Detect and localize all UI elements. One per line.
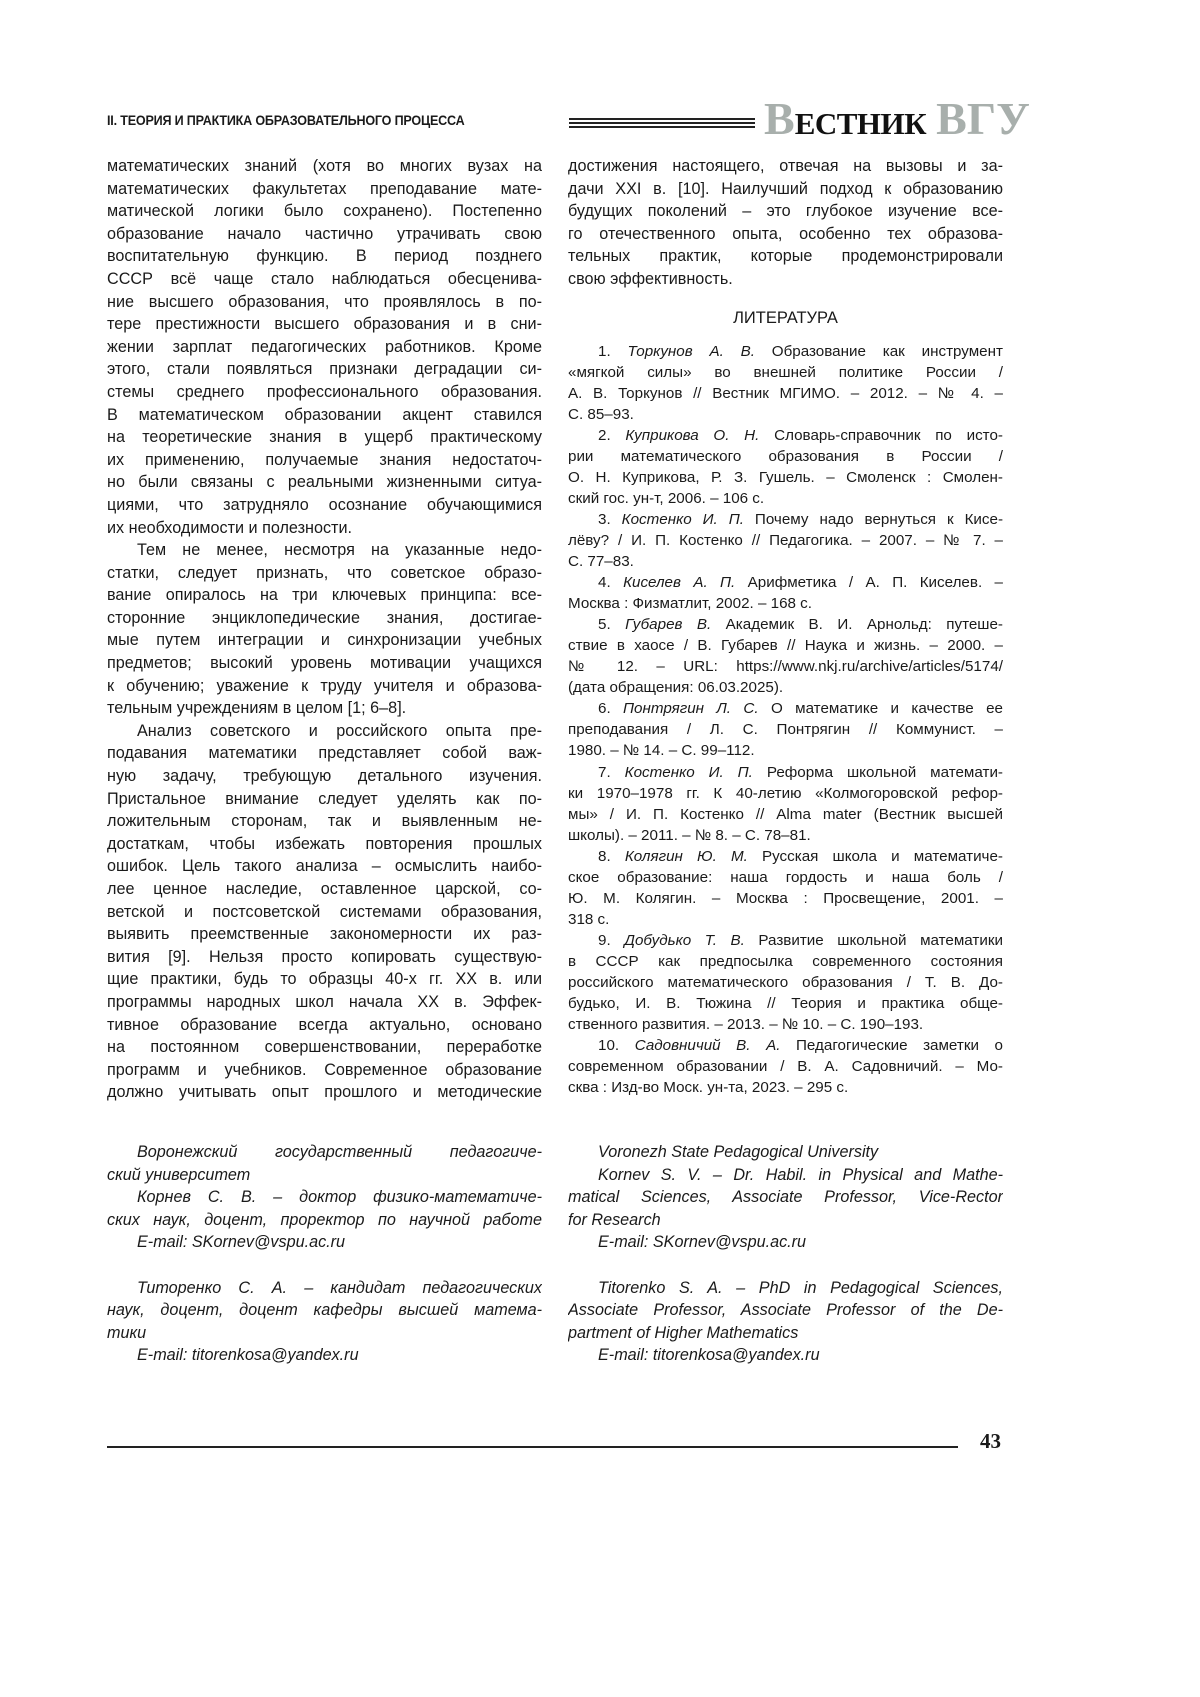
reference-line: ское образование: наша гордость и наша боль / (568, 868, 1003, 886)
reference-line: современном образовании / В. А. Садовничий. – Мо- (568, 1058, 1003, 1076)
text-line: СССР всё чаще стало наблюдаться обесценива- (107, 269, 542, 288)
text-line: ние высшего образования, что проявлялось в по- (107, 292, 542, 311)
text-line: будущих поколений – это глубокое изучение все- (568, 202, 1003, 221)
text-line: Тем не менее, несмотря на указанные недо- (137, 541, 542, 560)
reference-line: 1980. – № 14. – С. 99–112. (568, 742, 755, 760)
text-line: ложительным сторонам, так и выявленным не- (107, 812, 542, 831)
text-line: наук, доцент, доцент кафедры высшей матема- (107, 1301, 542, 1320)
text-line: дачи XXI в. [10]. Наилучший подход к образованию (568, 179, 1003, 198)
reference-line: С. 77–83. (568, 553, 634, 571)
reference-number: 7. (598, 763, 611, 781)
reference-item (568, 698, 1003, 761)
text-line: E-mail: SKornev@vspu.ac.ru (598, 1233, 807, 1252)
text-line: мые путем интеграции и синхронизации учебных (107, 631, 542, 650)
reference-line: мы» / И. П. Костенко // Alma mater (Вестник высшей (568, 805, 1003, 823)
text-line: к обучению; уважение к труду учителя и образова- (107, 676, 542, 695)
reference-item (568, 762, 1003, 846)
reference-line: № 12. – URL: https://www.nkj.ru/archive/articles/5174/ (568, 658, 1003, 676)
footer-rule (107, 1446, 958, 1448)
reference-text: Почему надо вернуться к Кисе- (754, 510, 1003, 528)
text-line: их необходимости и полезности. (107, 518, 352, 537)
reference-number: 4. (598, 574, 611, 592)
text-line: воспитательную функцию. В период позднего (107, 247, 542, 266)
text-line: образование начало частично утрачивать свою (107, 224, 542, 243)
reference-text: Академик В. И. Арнольд: путеше- (725, 616, 1003, 634)
reference-item (568, 614, 1003, 698)
reference-line: преподавания / Л. С. Понтрягин // Коммунист. – (568, 721, 1003, 739)
text-line: вития [9]. Нельзя просто копировать существую- (107, 947, 542, 966)
reference-author: Садовничий В. А. (634, 1037, 781, 1055)
reference-number: 2. (598, 426, 611, 444)
text-line: partment of Higher Mathematics (568, 1323, 799, 1342)
reference-line: будько, И. В. Тюжина // Теория и практика обще- (568, 995, 1003, 1013)
text-line: ошибок. Цель такого анализа – осмыслить наибо- (107, 857, 542, 876)
text-line: циями, что затрудняло осознание обучающимися (107, 495, 542, 514)
text-line: достаткам, чтобы избежать повторения прошлых (107, 834, 542, 853)
text-line: лее ценное наследие, оставленное царской, со- (107, 880, 542, 898)
reference-line: О. Н. Куприкова, Р. З. Гушель. – Смоленск : Смолен- (568, 468, 1003, 486)
reference-line: ский гос. ун-т, 2006. – 106 с. (568, 489, 765, 507)
references-heading: ЛИТЕРАТУРА (733, 308, 838, 327)
reference-item (568, 425, 1003, 509)
text-line: В математическом образовании акцент ставился (107, 405, 542, 424)
reference-author: Понтрягин Л. С. (623, 700, 759, 718)
text-line: на постоянном совершенствовании, переработке (107, 1038, 542, 1057)
body-text-left (107, 155, 542, 1104)
reference-text: О математике и качестве ее (770, 700, 1003, 718)
reference-item (568, 846, 1003, 930)
text-line: Титоренко С. А. – кандидат педагогических (137, 1278, 542, 1297)
reference-number: 1. (598, 342, 611, 360)
text-line: программы народных школ начала XX в. Эффек- (107, 992, 542, 1011)
text-line: Voronezh State Pedagogical University (598, 1143, 879, 1161)
text-line: ских наук, доцент, проректор по научной работе (107, 1210, 542, 1229)
text-line: Анализ советского и российского опыта пре- (137, 721, 542, 740)
reference-author: Губарев В. (625, 616, 712, 634)
text-line: вание опиралось на три ключевых принципа: все- (107, 586, 542, 605)
text-line: подавания математики представляет собой важ- (107, 744, 542, 763)
text-line: жении зарплат педагогических работников. Кроме (107, 337, 542, 356)
text-line: Воронежский государственный педагогиче- (137, 1143, 542, 1161)
text-line: Titorenko S. A. – PhD in Pedagogical Sciences, (598, 1278, 1003, 1297)
reference-text: Реформа школьной математи- (766, 763, 1003, 781)
reference-item (568, 1035, 1003, 1098)
reference-line: в СССР как предпосылка современного состояния (568, 952, 1003, 970)
header-rule (569, 118, 755, 128)
reference-line: «мягкой силы» во внешней политике России / (568, 363, 1003, 381)
text-line: E-mail: titorenkosa@yandex.ru (137, 1346, 359, 1365)
reference-number: 9. (598, 931, 611, 949)
text-line: должно учитывать опыт прошлого и методические (107, 1083, 542, 1102)
text-line: тики (107, 1323, 147, 1342)
text-line: выявить преемственные закономерности их раз- (107, 925, 542, 944)
text-line: математических факультетах преподавание мате- (107, 179, 542, 198)
reference-text: Русская школа и математиче- (762, 847, 1003, 865)
reference-item (568, 572, 1003, 614)
text-line: свою эффективность. (568, 269, 733, 288)
reference-line: ственного развития. – 2013. – № 10. – С. 190–193. (568, 1016, 924, 1034)
reference-line: лёву? / И. П. Костенко // Педагогика. – 2007. – № 7. – (568, 531, 1003, 549)
text-line: Kornev S. V. – Dr. Habil. in Physical and Mathe- (598, 1165, 1003, 1184)
reference-line: Ю. М. Колягин. – Москва : Просвещение, 2001. – (568, 889, 1003, 907)
text-line: на теоретические знания в ущерб практическому (107, 428, 542, 447)
reference-line: ствие в хаосе / В. Губарев // Наука и жизнь. – 2000. – (568, 637, 1003, 655)
text-line: сторонние энциклопедические знания, достигае- (107, 608, 542, 627)
text-line: предметов; высокий уровень мотивации учащихся (107, 654, 542, 673)
text-line: щие практики, будь то образцы 40-х гг. XX в. или (107, 970, 542, 989)
text-line: E-mail: SKornev@vspu.ac.ru (137, 1233, 346, 1252)
page-number: 43 (980, 1429, 1001, 1453)
reference-item (568, 930, 1003, 1035)
text-line: тельных практик, которые продемонстрировали (568, 247, 1003, 266)
text-line: достижения настоящего, отвечая на вызовы и за- (568, 157, 1003, 175)
reference-text: Словарь-справочник по исто- (774, 426, 1003, 444)
reference-author: Добудько Т. В. (624, 931, 745, 949)
reference-author: Колягин Ю. М. (624, 847, 748, 865)
reference-text: Педагогические заметки о (795, 1037, 1003, 1055)
text-line: их применению, получаемые знания недостаточ- (107, 450, 542, 469)
section-header: II. ТЕОРИЯ И ПРАКТИКА ОБРАЗОВАТЕЛЬНОГО ПРОЦЕССА (107, 113, 465, 128)
text-line: математических знаний (хотя во многих вузах на (107, 157, 542, 175)
body-text-right (568, 155, 1003, 1098)
reference-number: 5. (598, 616, 611, 634)
text-line: тере престижности высшего образования и в сни- (107, 315, 542, 334)
text-line: ский университет (107, 1165, 251, 1184)
reference-line: сква : Изд-во Моск. ун-та, 2023. – 295 с. (568, 1079, 849, 1097)
reference-number: 10. (598, 1037, 620, 1055)
reference-author: Торкунов А. В. (627, 342, 755, 360)
journal-logo: ВЕСТНИК ВГУ (764, 93, 1030, 144)
reference-line: (дата обращения: 06.03.2025). (568, 679, 784, 697)
text-line: программ и учебников. Современное образование (107, 1060, 542, 1079)
reference-line: 318 с. (568, 910, 610, 928)
text-line: но были связаны с реальными жизненными ситуа- (107, 473, 542, 492)
reference-line: школы). – 2011. – № 8. – С. 78–81. (568, 826, 811, 844)
reference-line: рии математического образования в России / (568, 447, 1003, 465)
text-line: ную задачу, требующую детального изучения. (107, 767, 542, 786)
text-line: матической логики было сохранено). Постепенно (107, 202, 542, 221)
reference-number: 6. (598, 700, 611, 718)
reference-text: Арифметика / А. П. Киселев. – (747, 574, 1003, 592)
text-line: ветской и постсоветской системами образования, (107, 902, 542, 921)
reference-text: Образование как инструмент (771, 342, 1003, 360)
reference-number: 3. (598, 510, 611, 528)
text-line: for Research (568, 1210, 661, 1229)
text-line: го отечественного опыта, особенно тех образова- (568, 224, 1003, 243)
affiliation-ru (107, 1141, 542, 1367)
text-line: Пристальное внимание следует уделять как по- (107, 789, 542, 808)
affiliation-en (568, 1141, 1003, 1367)
text-line: E-mail: titorenkosa@yandex.ru (598, 1346, 820, 1365)
reference-author: Куприкова О. Н. (625, 426, 760, 444)
text-line (107, 1254, 542, 1277)
text-line (568, 1254, 1003, 1277)
text-line: Корнев С. В. – доктор физико-математиче- (137, 1188, 542, 1207)
references-list (568, 341, 1003, 1099)
reference-line: Москва : Физматлит, 2002. – 168 с. (568, 595, 812, 613)
text-line: тельным учреждениям в целом [1; 6–8]. (107, 699, 407, 718)
reference-item (568, 341, 1003, 425)
reference-line: С. 85–93. (568, 405, 634, 423)
reference-item (568, 509, 1003, 572)
text-line: стемы среднего профессионального образования. (107, 382, 542, 401)
reference-line: российского математического образования / Т. В. До- (568, 973, 1003, 991)
reference-number: 8. (598, 847, 611, 865)
reference-author: Киселев А. П. (623, 574, 736, 592)
reference-author: Костенко И. П. (624, 763, 753, 781)
reference-author: Костенко И. П. (621, 510, 744, 528)
text-line: этого, стали появляться признаки деградации си- (107, 360, 542, 379)
text-line: Associate Professor, Associate Professor of the De- (568, 1301, 1003, 1320)
reference-line: А. В. Торкунов // Вестник МГИМО. – 2012. – № 4. – (568, 384, 1003, 402)
text-line: тивное образование всегда актуально, основано (107, 1015, 542, 1034)
reference-line: ки 1970–1978 гг. К 40-летию «Колмогоровской рефор- (568, 784, 1003, 802)
reference-text: Развитие школьной математики (758, 931, 1003, 949)
text-line: статки, следует признать, что советское образо- (107, 563, 542, 582)
text-line: matical Sciences, Associate Professor, Vice-Rector (568, 1188, 1003, 1207)
